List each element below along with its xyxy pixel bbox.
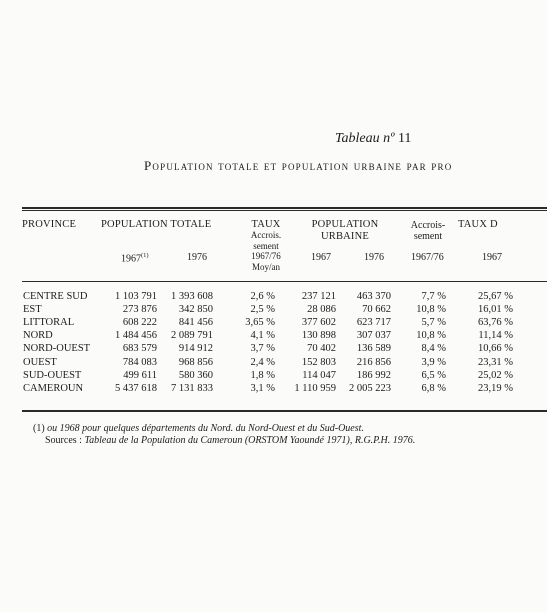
cell-p1967: 273 876 xyxy=(122,304,157,316)
header-taux-label: TAUX xyxy=(251,219,281,230)
cell-td: 10,66 % xyxy=(478,343,513,355)
cell-province: NORD-OUEST xyxy=(23,343,91,355)
cell-accr: 6,8 % xyxy=(421,382,446,394)
sources-text: Tableau de la Population du Cameroun (ORSTOM Yaoundé 1971), R.G.P.H. 1976. xyxy=(84,435,416,446)
footnote-marker: (1) xyxy=(33,423,45,434)
cell-taux: 1,8 % xyxy=(250,369,275,381)
cell-p1967: 1 484 456 xyxy=(115,330,157,342)
header-taux-sub-4: Moy/an xyxy=(252,261,280,272)
cell-p1976: 841 456 xyxy=(178,317,213,329)
cell-u1967: 377 602 xyxy=(301,317,336,329)
header-pu-line-1: POPULATION xyxy=(311,219,379,230)
header-pu-line-2: URBAINE xyxy=(320,231,370,242)
cell-u1976: 136 589 xyxy=(356,343,391,355)
cell-p1976: 914 912 xyxy=(178,343,213,355)
cell-p1976: 7 131 833 xyxy=(171,382,213,394)
cell-td: 25,02 % xyxy=(478,369,513,381)
cell-p1976: 1 393 608 xyxy=(171,291,213,302)
cell-province: CENTRE SUD xyxy=(23,291,88,302)
table-number xyxy=(335,131,411,147)
subheader-td1967: 1967 xyxy=(482,252,502,263)
cell-u1976: 216 856 xyxy=(356,356,391,368)
cell-taux: 3,65 % xyxy=(245,317,275,329)
cell-u1976: 623 717 xyxy=(356,317,391,329)
header-population-totale: POPULATION TOTALE xyxy=(101,219,212,230)
table-number-value: 11 xyxy=(397,131,412,146)
cell-td: 11,14 % xyxy=(478,330,513,342)
cell-accr: 8,4 % xyxy=(421,343,446,355)
cell-accr: 5,7 % xyxy=(421,317,446,329)
cell-p1976: 342 850 xyxy=(178,304,213,316)
footnote-text: ou 1968 pour quelques départements du Nord. du Nord-Ouest et du Sud-Ouest. xyxy=(47,423,364,434)
cell-u1967: 114 047 xyxy=(302,369,336,381)
table-number-label: Tableau nº xyxy=(335,131,395,146)
cell-u1976: 70 662 xyxy=(362,304,391,316)
cell-taux: 2,6 % xyxy=(250,291,275,302)
cell-u1976: 186 992 xyxy=(356,369,391,381)
cell-province: OUEST xyxy=(23,356,57,368)
cell-accr: 10,8 % xyxy=(416,330,446,342)
subheader-u1976: 1976 xyxy=(364,252,384,263)
note-marker: (1) xyxy=(141,252,149,259)
header-taux-sub-3: 1967/76 xyxy=(251,251,281,261)
cell-u1967: 1 110 959 xyxy=(294,382,336,394)
cell-u1967: 70 402 xyxy=(307,343,336,355)
header-rule xyxy=(22,281,547,282)
cell-province: EST xyxy=(23,304,42,316)
subheader-1967 xyxy=(121,252,149,264)
cell-province: SUD-OUEST xyxy=(23,369,82,381)
cell-u1976: 2 005 223 xyxy=(349,382,391,394)
cell-td: 23,31 % xyxy=(478,356,513,368)
header-accroissement xyxy=(400,220,456,242)
cell-u1976: 463 370 xyxy=(356,291,391,302)
cell-accr: 3,9 % xyxy=(421,356,446,368)
cell-p1967: 784 083 xyxy=(122,356,157,368)
cell-province: NORD xyxy=(23,330,53,342)
cell-td: 63,76 % xyxy=(478,317,513,329)
cell-td: 25,67 % xyxy=(478,291,513,302)
cell-p1967: 608 222 xyxy=(122,317,157,329)
header-accr-line-1: Accrois- xyxy=(410,220,446,231)
cell-province: CAMEROUN xyxy=(23,382,84,394)
cell-p1976: 580 360 xyxy=(178,369,213,381)
cell-u1967: 237 121 xyxy=(301,291,336,302)
top-rule-1 xyxy=(22,207,547,209)
header-taux-d: TAUX D xyxy=(458,219,498,230)
cell-u1967: 130 898 xyxy=(301,330,336,342)
cell-p1976: 2 089 791 xyxy=(171,330,213,342)
cell-p1976: 968 856 xyxy=(178,356,213,368)
cell-p1967: 1 103 791 xyxy=(115,291,157,302)
subheader-1976: 1976 xyxy=(187,252,207,263)
cell-u1976: 307 037 xyxy=(356,330,391,342)
cell-accr: 6,5 % xyxy=(421,369,446,381)
cell-taux: 3,7 % xyxy=(250,343,275,355)
cell-td: 23,19 % xyxy=(478,382,513,394)
cell-accr: 7,7 % xyxy=(421,291,446,302)
cell-taux: 3,1 % xyxy=(250,382,275,394)
cell-td: 16,01 % xyxy=(478,304,513,316)
cell-taux: 4,1 % xyxy=(250,330,275,342)
header-taux xyxy=(238,219,294,272)
bottom-rule xyxy=(22,410,547,412)
cell-province: LITTORAL xyxy=(23,317,75,329)
cell-taux: 2,4 % xyxy=(250,356,275,368)
table-title: Population totale et population urbaine par pro xyxy=(144,158,453,173)
top-rule-2 xyxy=(22,210,547,211)
cell-p1967: 683 579 xyxy=(122,343,157,355)
cell-p1967: 499 611 xyxy=(123,369,157,381)
footnote xyxy=(33,423,364,434)
cell-accr: 10,8 % xyxy=(416,304,446,316)
header-taux-sub-1: Accrois. xyxy=(250,230,282,240)
subheader-1967-label: 1967 xyxy=(121,253,141,265)
cell-u1967: 28 086 xyxy=(307,304,336,316)
subheader-u1967: 1967 xyxy=(311,252,331,263)
header-population-urbaine xyxy=(300,219,390,243)
sources xyxy=(45,435,415,446)
header-accr-line-2: sement xyxy=(413,231,443,242)
cell-u1967: 152 803 xyxy=(301,356,336,368)
cell-p1967: 5 437 618 xyxy=(115,382,157,394)
header-taux-sub-2: sement xyxy=(253,240,279,251)
header-province: PROVINCE xyxy=(22,219,77,230)
sources-label: Sources : xyxy=(45,435,82,446)
subheader-a1967-76: 1967/76 xyxy=(411,252,444,263)
cell-taux: 2,5 % xyxy=(250,304,275,316)
